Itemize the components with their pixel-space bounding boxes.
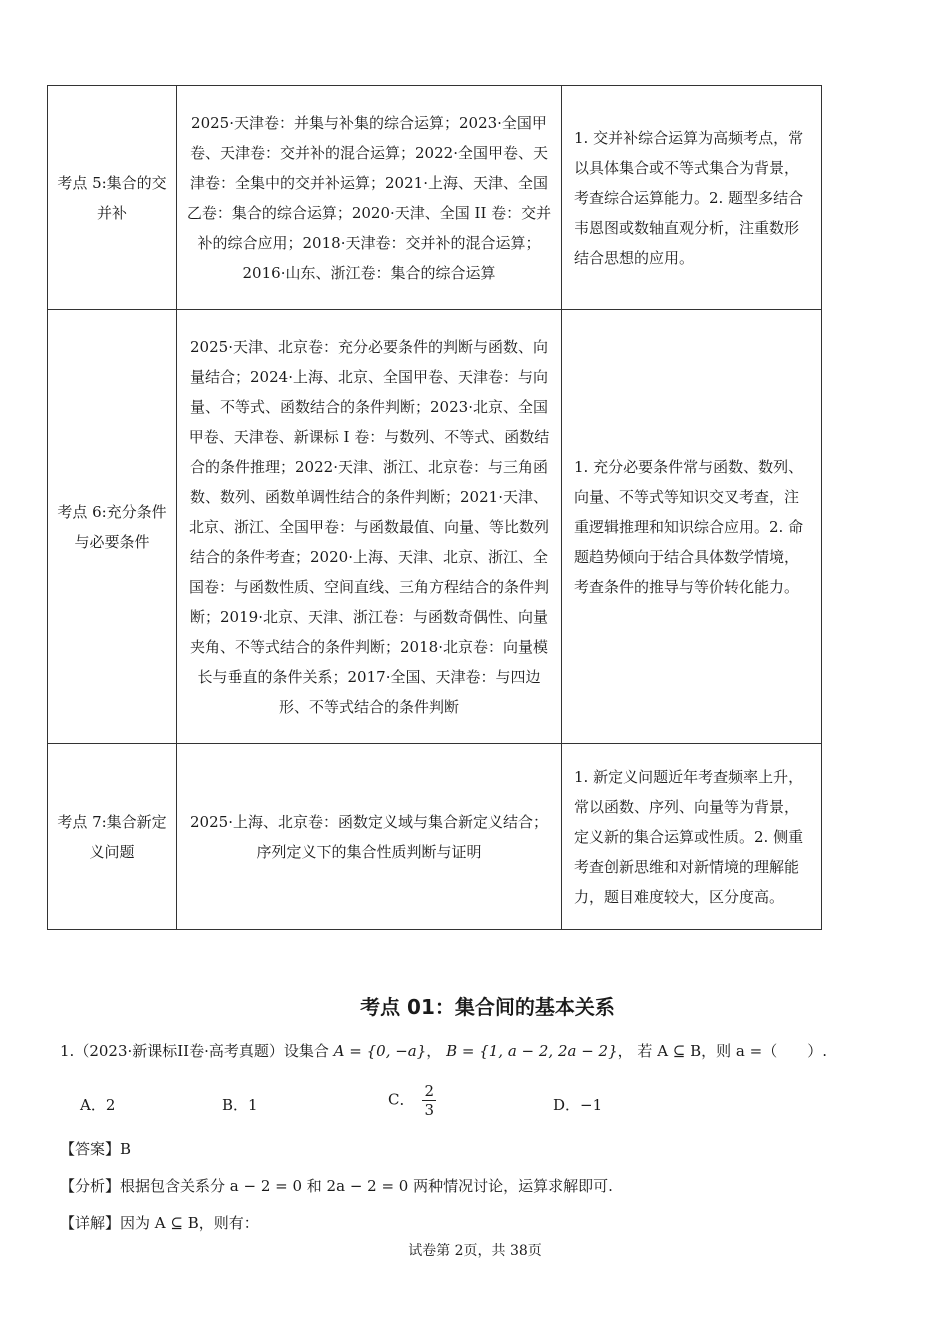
question-source: （2023·新课标II卷·高考真题） bbox=[74, 1042, 284, 1060]
exam-topic-table bbox=[47, 85, 822, 930]
answer-tag: 【答案】 bbox=[60, 1140, 121, 1158]
sources-cell: 2025·天津、北京卷：充分必要条件的判断与函数、向量结合；2024·上海、北京、全国甲卷、天津卷：与向量、不等式、函数结合的条件判断；2023·北京、全国甲卷、天津卷、新课标 I 卷：与数列、不等式、函数结合的条件推理；2022·天津、浙江、北京卷：与三角函数、数列、函数单调性结合的条件判断；2021·天津、北京、浙江、全国甲卷：与函数最值、向量、等比数列结合的条件考查；2020·上海、天津、北京、浙江、全国卷：与函数性质、空间直线、三角方程结合的条件判断；2019·北京、天津、浙江卷：与函数奇偶性、向量夹角、不等式结合的条件判断；2018·北京卷：向量模长与垂直的条件关系；2017·全国、天津卷：与四边形、不等式结合的条件判断 bbox=[177, 310, 562, 744]
analysis-text: 根据包含关系分 a − 2 = 0 和 2a − 2 = 0 两种情况讨论，运算求解即可. bbox=[120, 1177, 613, 1195]
analysis-tag: 【分析】 bbox=[60, 1177, 121, 1195]
question-lead: 设集合 bbox=[283, 1042, 329, 1060]
page-footer: 试卷第 2页，共 38页 bbox=[408, 1243, 542, 1259]
sources-cell: 2025·天津卷：并集与补集的综合运算；2023·全国甲卷、天津卷：交并补的混合运算；2022·全国甲卷、天津卷：全集中的交并补运算；2021·上海、天津、全国乙卷：集合的综合运算；2020·天津、全国 II 卷：交并补的综合应用；2018·天津卷：交并补的混合运算；2016·山东、浙江卷：集合的综合运算 bbox=[177, 86, 562, 310]
answer-options bbox=[0, 1082, 950, 1132]
set-a-expression: A = {0, −a} bbox=[333, 1042, 427, 1060]
topic-cell: 考点 6:充分条件与必要条件 bbox=[48, 310, 177, 744]
fraction-numerator: 2 bbox=[424, 1082, 435, 1100]
detail-text: 因为 A ⊆ B，则有： bbox=[120, 1214, 259, 1232]
analysis-line bbox=[60, 1175, 613, 1196]
detail-tag: 【详解】 bbox=[60, 1214, 121, 1232]
topic-cell: 考点 7:集合新定义问题 bbox=[48, 744, 177, 930]
sources-cell: 2025·上海、北京卷：函数定义域与集合新定义结合；序列定义下的集合性质判断与证明 bbox=[177, 744, 562, 930]
question-stem: 1.（2023·新课标II卷·高考真题）设集合 A = {0, −a}， B = {1, a − 2, 2a − 2}， 若 A ⊆ B，则 a =（ ）. bbox=[60, 1042, 827, 1060]
option-label: C． bbox=[388, 1090, 415, 1109]
detail-line bbox=[60, 1212, 259, 1233]
option-label: D． bbox=[553, 1096, 581, 1114]
table-row bbox=[48, 744, 822, 930]
question-number: 1. bbox=[60, 1042, 75, 1060]
table-row bbox=[48, 86, 822, 310]
option-value: 1 bbox=[248, 1096, 258, 1114]
answer-value: B bbox=[120, 1140, 132, 1158]
table-row bbox=[48, 310, 822, 744]
set-b-expression: B = {1, a − 2, 2a − 2} bbox=[446, 1042, 618, 1060]
option-a[interactable] bbox=[80, 1094, 115, 1115]
section-title: 考点 01：集合间的基本关系 bbox=[360, 995, 615, 1019]
option-label: B． bbox=[222, 1096, 249, 1114]
option-value: −1 bbox=[580, 1096, 603, 1114]
option-d[interactable] bbox=[553, 1094, 602, 1115]
option-value: 2 bbox=[105, 1096, 116, 1114]
analysis-cell: 1. 充分必要条件常与函数、数列、向量、不等式等知识交叉考查，注重逻辑推理和知识综合应用。2. 命题趋势倾向于结合具体数学情境，考查条件的推导与等价转化能力。 bbox=[562, 310, 822, 744]
answer-line bbox=[60, 1138, 131, 1159]
analysis-cell: 1. 交并补综合运算为高频考点，常以具体集合或不等式集合为背景，考查综合运算能力。2. 题型多结合韦恩图或数轴直观分析，注重数形结合思想的应用。 bbox=[562, 86, 822, 310]
analysis-cell: 1. 新定义问题近年考查频率上升，常以函数、序列、向量等为背景，定义新的集合运算或性质。2. 侧重考查创新思维和对新情境的理解能力，题目难度较大，区分度高。 bbox=[562, 744, 822, 930]
option-b[interactable] bbox=[222, 1094, 258, 1115]
option-label: A． bbox=[80, 1096, 106, 1114]
topic-cell: 考点 5:集合的交并补 bbox=[48, 86, 177, 310]
fraction-denominator: 3 bbox=[424, 1101, 435, 1119]
fraction bbox=[422, 1082, 436, 1119]
option-c[interactable] bbox=[388, 1082, 436, 1119]
question-condition: 若 A ⊆ B，则 a =（ ）. bbox=[637, 1042, 827, 1060]
